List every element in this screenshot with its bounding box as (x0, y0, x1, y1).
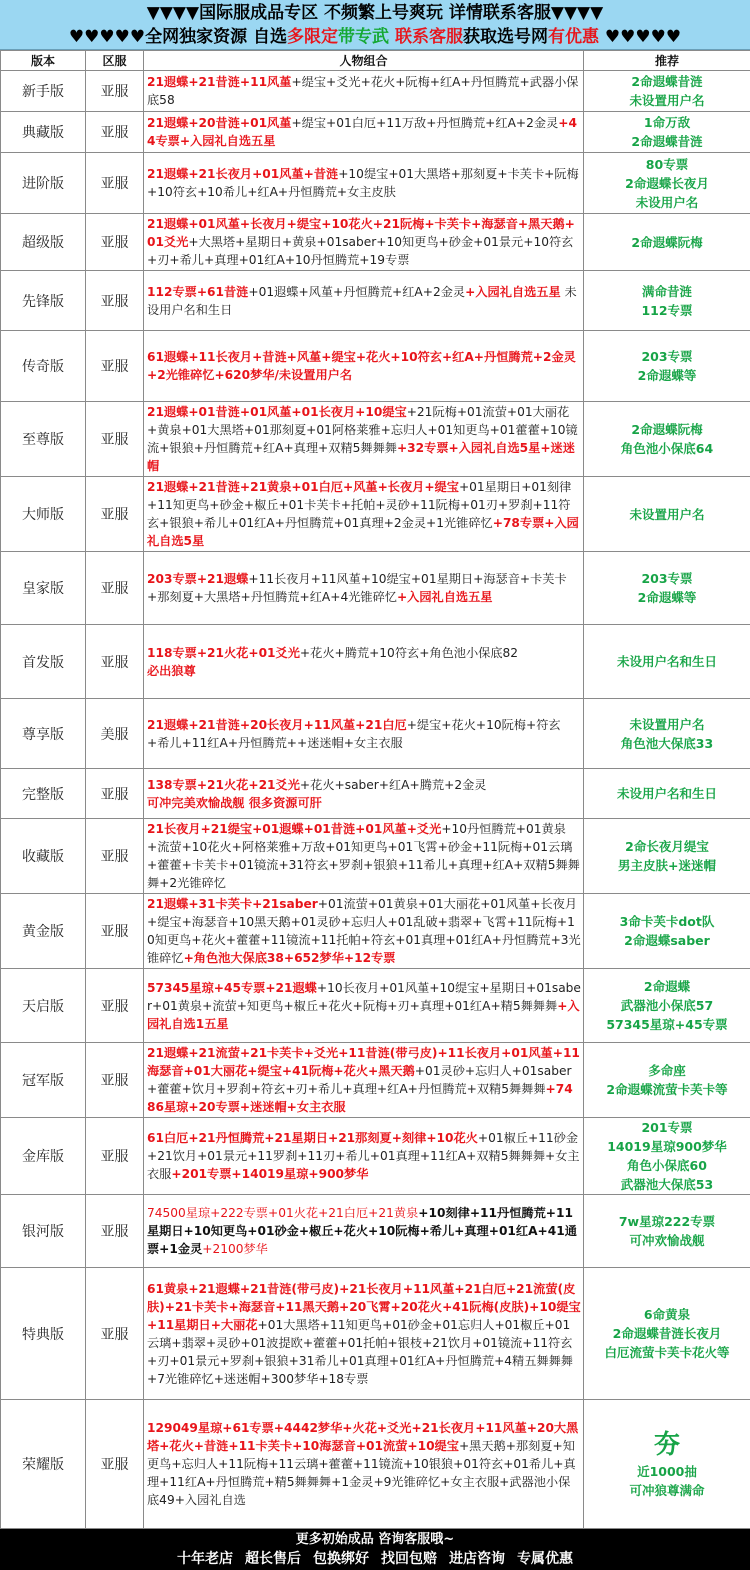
recommend-line: 112专票 (584, 301, 750, 320)
server-cell: 亚服 (86, 1195, 144, 1268)
highlight-segment: +201专票+14019星琼+900梦华 (171, 1167, 368, 1181)
combo-segment: +10缇宝+01大黑塔+那刻夏+卡芙卡+阮梅+10符玄+10希儿+红A+丹恒腾荒+女主皮肤 (147, 167, 579, 199)
combo-cell (144, 552, 584, 625)
recommend-cell (584, 969, 750, 1043)
recommend-line: 203专票 (584, 569, 750, 588)
recommend-cell (584, 1118, 750, 1195)
combo-cell (144, 112, 584, 153)
server-cell: 亚服 (86, 1400, 144, 1529)
recommend-line: 角色小保底60 (584, 1156, 750, 1175)
table-row (1, 1043, 750, 1118)
highlight-segment: +7486星琼+20专票+迷迷帽+女主衣服 (147, 1082, 573, 1114)
recommend-line: 7w星琼222专票 (584, 1212, 750, 1231)
table-row (1, 894, 750, 969)
table-header-row (1, 51, 750, 71)
recommend-line: 2命长夜月缇宝 (584, 837, 750, 856)
combo-cell (144, 153, 584, 214)
version-cell: 进阶版 (1, 153, 86, 214)
highlight-segment: +44专票+入园礼自选五星 (147, 116, 577, 148)
highlight-segment: 61黄泉+21遐蝶+21昔涟(带弓皮)+21长夜月+11风堇+21白厄+21流萤(皮肤)+21卡芙卡+海瑟音+11黑天鹅+20飞霄+20花火+41阮梅(皮肤)+10缇宝+11星期日+大丽花 (147, 1282, 581, 1332)
server-cell: 亚服 (86, 894, 144, 969)
recommend-cell (584, 625, 750, 699)
recommend-cell (584, 819, 750, 894)
highlight-segment: +入园礼自选1五星 (147, 999, 580, 1031)
highlight-segment: +2100梦华 (202, 1242, 268, 1256)
highlight-segment: 21遐蝶+01昔涟+01风堇+01长夜月+10缇宝 (147, 405, 407, 419)
recommend-line: 57345星琼+45专票 (584, 1015, 750, 1034)
recommend-cell (584, 331, 750, 402)
server-cell: 亚服 (86, 112, 144, 153)
server-cell: 亚服 (86, 1268, 144, 1400)
table-row (1, 1268, 750, 1400)
recommend-cell (584, 699, 750, 769)
recommend-line: 未设置用户名 (584, 715, 750, 734)
highlight-segment: +32专票+入园礼自选5星+迷迷帽 (147, 441, 575, 473)
recommend-cell (584, 894, 750, 969)
highlight-segment: 21遐蝶+21长夜月+01风堇+昔涟 (147, 167, 338, 181)
combo-cell (144, 1043, 584, 1118)
recommend-line: 2命遐蝶等 (584, 366, 750, 385)
recommend-line: 男主皮肤+迷迷帽 (584, 856, 750, 875)
combo-segment: +黑天鹅+那刻夏+知更鸟+忘归人+11阮梅+11云璃+藿藿+11镜流+10银狼+01符玄+01希儿+真理+11红A+丹恒腾荒+精5舞舞舞+1金灵+9光锥碎忆+女主衣服+武器池小保底49+入园礼自选 (147, 1439, 576, 1507)
recommend-big-label: 夯 (584, 1428, 750, 1462)
version-cell: 荣耀版 (1, 1400, 86, 1529)
highlight-segment: +角色池大保底38+652梦华+12专票 (184, 951, 396, 965)
combo-segment: +花火+腾荒+10符玄+角色池小保底82 (300, 646, 518, 660)
recommend-line: 2命遐蝶阮梅 (584, 233, 750, 252)
banner-segment: ♥♥♥♥♥全网独家资源 自选 (69, 27, 287, 47)
banner-subline (0, 25, 750, 49)
footer-banner (0, 1529, 750, 1570)
server-cell: 亚服 (86, 331, 144, 402)
version-cell: 完整版 (1, 769, 86, 819)
table-row (1, 477, 750, 552)
table-row (1, 331, 750, 402)
table-row (1, 1195, 750, 1268)
banner-headline: ▼▼▼▼国际服成品专区 不频繁上号爽玩 详情联系客服▼▼▼▼ (0, 0, 750, 25)
highlight-segment: 61白厄+21丹恒腾荒+21星期日+21那刻夏+刻律+10花火 (147, 1131, 478, 1145)
highlight-segment: 21长夜月+21缇宝+01遐蝶+01昔涟+01风堇+爻光 (147, 822, 441, 836)
combo-cell (144, 969, 584, 1043)
recommend-line: 角色池小保底64 (584, 439, 750, 458)
combo-segment: +11长夜月+11风堇+10缇宝+01星期日+海瑟音+卡芙卡+那刻夏+大黑塔+丹恒腾荒+红A+4光锥碎忆 (147, 572, 567, 604)
recommend-line: 2命遐蝶saber (584, 931, 750, 950)
banner-segment: 联系客服 (395, 27, 463, 47)
version-cell: 特典版 (1, 1268, 86, 1400)
recommend-line: 白厄流萤卡芙卡花火等 (584, 1343, 750, 1362)
recommend-cell (584, 71, 750, 112)
combo-segment: +10刻律+11丹恒腾荒+11星期日+10知更鸟+01砂金+椒丘+花火+10阮梅+希儿+真理+01红A+41通票+1金灵 (147, 1206, 577, 1256)
combo-segment: +01星期日+01刻律+11知更鸟+砂金+椒丘+01卡芙卡+托帕+灵砂+11阮梅+01刃+罗刹+11符玄+银狼+希儿+01红A+丹恒腾荒+01真理+2金灵+1光锥碎忆 (147, 480, 571, 530)
highlight-segment: 21遐蝶+21昔涟+20长夜月+11风堇+21白厄 (147, 718, 407, 732)
header-server: 区服 (86, 51, 144, 71)
table-body (1, 71, 750, 1529)
recommend-cell (584, 1400, 750, 1529)
combo-cell (144, 819, 584, 894)
version-cell: 金库版 (1, 1118, 86, 1195)
combo-segment: +01椒丘+11砂金+21饮月+01景元+11罗刹+11刃+希儿+01真理+11红A+双精5舞舞舞+女主衣服 (147, 1131, 580, 1181)
combo-cell (144, 625, 584, 699)
recommend-line: 2命遐蝶流萤卡芙卡等 (584, 1080, 750, 1099)
footer-tag: 超长售后 (245, 1551, 301, 1567)
combo-segment: +01流萤+01黄泉+01大丽花+01风堇+长夜月+缇宝+海瑟音+10黑天鹅+01灵砂+忘归人+01乱破+翡翠+飞霄+11阮梅+10知更鸟+花火+藿藿+11镜流+11托帕+符玄+01真理+01红A+丹恒腾荒+3光锥碎忆 (147, 897, 581, 965)
header-combo: 人物组合 (144, 51, 584, 71)
recommend-line: 2命遐蝶昔涟 (584, 132, 750, 151)
combo-segment: +10长夜月+01风堇+10缇宝+星期日+01saber+01黄泉+流萤+知更鸟+椒丘+花火+阮梅+刃+真理+01红A+精5舞舞舞 (147, 981, 581, 1013)
highlight-segment: +入园礼自选五星 (397, 590, 493, 604)
combo-cell (144, 214, 584, 271)
version-cell: 收藏版 (1, 819, 86, 894)
top-banner (0, 0, 750, 50)
version-cell: 黄金版 (1, 894, 86, 969)
highlight-segment: 21遐蝶+01风堇+长夜月+缇宝+10花火+21阮梅+卡芙卡+海瑟音+黑天鹅+01爻光 (147, 217, 575, 249)
recommend-line: 满命昔涟 (584, 282, 750, 301)
server-cell: 亚服 (86, 402, 144, 477)
combo-segment: +缇宝+爻光+花火+阮梅+红A+丹恒腾荒+武器小保底58 (147, 75, 578, 107)
banner-segment: ♥♥♥♥♥ (599, 27, 681, 47)
recommend-line: 2命遐蝶昔涟长夜月 (584, 1324, 750, 1343)
table-row (1, 769, 750, 819)
table-row (1, 625, 750, 699)
recommend-line: 可冲欢愉战舰 (584, 1231, 750, 1250)
recommend-line: 近1000抽 (584, 1462, 750, 1481)
combo-cell (144, 477, 584, 552)
combo-segment: +缇宝+01白厄+11万敌+丹恒腾荒+红A+2金灵 (291, 116, 558, 130)
version-cell: 典藏版 (1, 112, 86, 153)
highlight-segment: +入园礼自选五星 (465, 285, 561, 299)
highlight-segment: 112专票+61昔涟 (147, 285, 248, 299)
recommend-cell (584, 1195, 750, 1268)
recommend-line: 14019星琼900梦华 (584, 1137, 750, 1156)
version-cell: 尊享版 (1, 699, 86, 769)
recommend-line: 3命卡芙卡dot队 (584, 912, 750, 931)
recommend-cell (584, 402, 750, 477)
highlight-segment: 21遐蝶+20昔涟+01风堇 (147, 116, 291, 130)
server-cell: 亚服 (86, 552, 144, 625)
recommend-line: 可冲狼尊满命 (584, 1481, 750, 1500)
combo-cell (144, 769, 584, 819)
header-recommend: 推荐 (584, 51, 750, 71)
table-row (1, 214, 750, 271)
recommend-cell (584, 214, 750, 271)
version-cell: 天启版 (1, 969, 86, 1043)
recommend-line: 1命万敌 (584, 113, 750, 132)
server-cell: 亚服 (86, 819, 144, 894)
server-cell: 亚服 (86, 271, 144, 331)
combo-cell (144, 271, 584, 331)
version-cell: 皇家版 (1, 552, 86, 625)
recommend-line: 2命遐蝶等 (584, 588, 750, 607)
recommend-line: 6命黄泉 (584, 1305, 750, 1324)
server-cell: 亚服 (86, 1118, 144, 1195)
combo-cell (144, 331, 584, 402)
version-cell: 冠军版 (1, 1043, 86, 1118)
highlight-segment: +78专票+入园礼自选5星 (147, 516, 579, 548)
recommend-line: 未设用户名和生日 (584, 784, 750, 803)
highlight-segment: 必出狼尊 (147, 664, 196, 678)
table-row (1, 71, 750, 112)
version-cell: 银河版 (1, 1195, 86, 1268)
version-cell: 大师版 (1, 477, 86, 552)
table-row (1, 819, 750, 894)
table-row (1, 271, 750, 331)
table-row (1, 402, 750, 477)
recommend-cell (584, 477, 750, 552)
product-table (0, 50, 750, 1529)
recommend-line: 2命遐蝶阮梅 (584, 420, 750, 439)
highlight-segment: 138专票+21火花+21爻光 (147, 778, 300, 792)
recommend-cell (584, 153, 750, 214)
recommend-line: 未设置用户名 (584, 505, 750, 524)
server-cell: 亚服 (86, 625, 144, 699)
recommend-line: 角色池大保底33 (584, 734, 750, 753)
table-row (1, 153, 750, 214)
recommend-line: 2命遐蝶昔涟 (584, 72, 750, 91)
table-row (1, 552, 750, 625)
highlight-segment: 21遐蝶+31卡芙卡+21saber (147, 897, 318, 911)
highlight-segment: 74500星琼+222专票+01火花+21白厄+21黄泉 (147, 1206, 418, 1220)
recommend-cell (584, 112, 750, 153)
highlight-segment: 118专票+21火花+01爻光 (147, 646, 300, 660)
highlight-segment: 21遐蝶+21流萤+21卡芙卡+爻光+11昔涟(带弓皮)+11长夜月+01风堇+11海瑟音+01大丽花+缇宝+41阮梅+花火+黑天鹅 (147, 1046, 580, 1078)
banner-segment: 带专武 (338, 27, 389, 47)
banner-segment: 多限定 (287, 27, 338, 47)
recommend-line: 未设用户名 (584, 193, 750, 212)
combo-segment: +01遐蝶+风堇+丹恒腾荒+红A+2金灵 (248, 285, 465, 299)
recommend-line: 203专票 (584, 347, 750, 366)
table-row (1, 699, 750, 769)
server-cell: 亚服 (86, 969, 144, 1043)
version-cell: 传奇版 (1, 331, 86, 402)
combo-cell (144, 1118, 584, 1195)
server-cell: 亚服 (86, 477, 144, 552)
combo-segment: +缇宝+花火+10阮梅+符玄+希儿+11红A+丹恒腾荒++迷迷帽+女主衣服 (147, 718, 561, 750)
version-cell: 超级版 (1, 214, 86, 271)
combo-cell (144, 1400, 584, 1529)
combo-segment: +21阮梅+01流萤+01大丽花+黄泉+01大黑塔+01那刻夏+01阿格莱雅+忘归人+01知更鸟+01藿藿+10镜流+银狼+丹恒腾荒+红A+真理+双精5舞舞舞 (147, 405, 578, 455)
highlight-segment: 21遐蝶+21昔涟+21黄泉+01白厄+风堇+长夜月+缇宝 (147, 480, 459, 494)
footer-tag: 专属优惠 (517, 1551, 573, 1567)
combo-segment: +01大黑塔+11知更鸟+01砂金+01忘归人+01椒丘+01云璃+翡翠+灵砂+01波提欧+藿藿+01托帕+银枝+21饮月+01镜流+11符玄+刃+01景元+罗刹+银狼+31希儿+01真理+01红A+丹恒腾荒+4精五舞舞舞+7光锥碎忆+迷迷帽+300梦华+18专票 (147, 1318, 573, 1386)
version-cell: 先锋版 (1, 271, 86, 331)
recommend-cell (584, 552, 750, 625)
server-cell: 亚服 (86, 1043, 144, 1118)
combo-cell (144, 71, 584, 112)
footer-tag: 包换绑好 (313, 1551, 369, 1567)
highlight-segment: 可冲完美欢愉战舰 很多资源可肝 (147, 796, 322, 810)
footer-tag: 十年老店 (177, 1551, 233, 1567)
banner-segment: 有优惠 (548, 27, 599, 47)
footer-tag: 进店咨询 (449, 1551, 505, 1567)
footer-tag: 找回包赔 (381, 1551, 437, 1567)
footer-tags (0, 1549, 750, 1569)
server-cell: 亚服 (86, 769, 144, 819)
highlight-segment: 57345星琼+45专票+21遐蝶 (147, 981, 317, 995)
server-cell: 亚服 (86, 214, 144, 271)
combo-cell (144, 699, 584, 769)
recommend-line: 未设置用户名 (584, 91, 750, 110)
combo-segment: +01灵砂+忘归人+01saber+藿藿+饮月+罗刹+符玄+刃+希儿+真理+红A+丹恒腾荒+双精5舞舞舞 (147, 1064, 571, 1096)
recommend-line: 多命座 (584, 1061, 750, 1080)
recommend-line: 2命遐蝶长夜月 (584, 174, 750, 193)
recommend-line: 武器池大保底53 (584, 1175, 750, 1194)
recommend-line: 2命遐蝶 (584, 977, 750, 996)
table-row (1, 1118, 750, 1195)
server-cell: 亚服 (86, 71, 144, 112)
server-cell: 美服 (86, 699, 144, 769)
recommend-line: 80专票 (584, 155, 750, 174)
footer-headline: 更多初始成品 咨询客服哦~ (0, 1530, 750, 1549)
table-row (1, 112, 750, 153)
combo-segment: 未设用户名和生日 (147, 285, 577, 317)
highlight-segment: 21遐蝶+21昔涟+11风堇 (147, 75, 291, 89)
recommend-line: 201专票 (584, 1118, 750, 1137)
combo-segment: +10丹恒腾荒+01黄泉+流萤+10花火+阿格莱雅+万敌+01知更鸟+01飞霄+砂金+11阮梅+01云璃+藿藿+卡芙卡+01镜流+31符玄+罗刹+银狼+11希儿+真理+红A+双精5舞舞舞+2光锥碎忆 (147, 822, 580, 890)
recommend-line: 武器池小保底57 (584, 996, 750, 1015)
version-cell: 新手版 (1, 71, 86, 112)
combo-cell (144, 402, 584, 477)
highlight-segment: 203专票+21遐蝶 (147, 572, 248, 586)
highlight-segment: 129049星琼+61专票+4442梦华+火花+爻光+21长夜月+11风堇+20大黑塔+花火+昔涟+11卡芙卡+10海瑟音+01流萤+10缇宝 (147, 1421, 578, 1453)
recommend-cell (584, 271, 750, 331)
combo-cell (144, 894, 584, 969)
server-cell: 亚服 (86, 153, 144, 214)
version-cell: 首发版 (1, 625, 86, 699)
recommend-cell (584, 1268, 750, 1400)
table-row (1, 969, 750, 1043)
recommend-cell (584, 769, 750, 819)
combo-segment: +大黑塔+星期日+黄泉+01saber+10知更鸟+砂金+01景元+10符玄+刃+希儿+真理+01红A+10丹恒腾荒+19专票 (147, 235, 573, 267)
version-cell: 至尊版 (1, 402, 86, 477)
combo-segment: +花火+saber+红A+腾荒+2金灵 (300, 778, 487, 792)
combo-cell (144, 1195, 584, 1268)
recommend-line: 未设用户名和生日 (584, 652, 750, 671)
header-version: 版本 (1, 51, 86, 71)
recommend-cell (584, 1043, 750, 1118)
highlight-segment: 61遐蝶+11长夜月+昔涟+风堇+缇宝+花火+10符玄+红A+丹恒腾荒+2金灵+2光锥碎忆+620梦华/未设置用户名 (147, 350, 576, 382)
banner-segment: 获取选号网 (463, 27, 548, 47)
combo-cell (144, 1268, 584, 1400)
table-row (1, 1400, 750, 1529)
